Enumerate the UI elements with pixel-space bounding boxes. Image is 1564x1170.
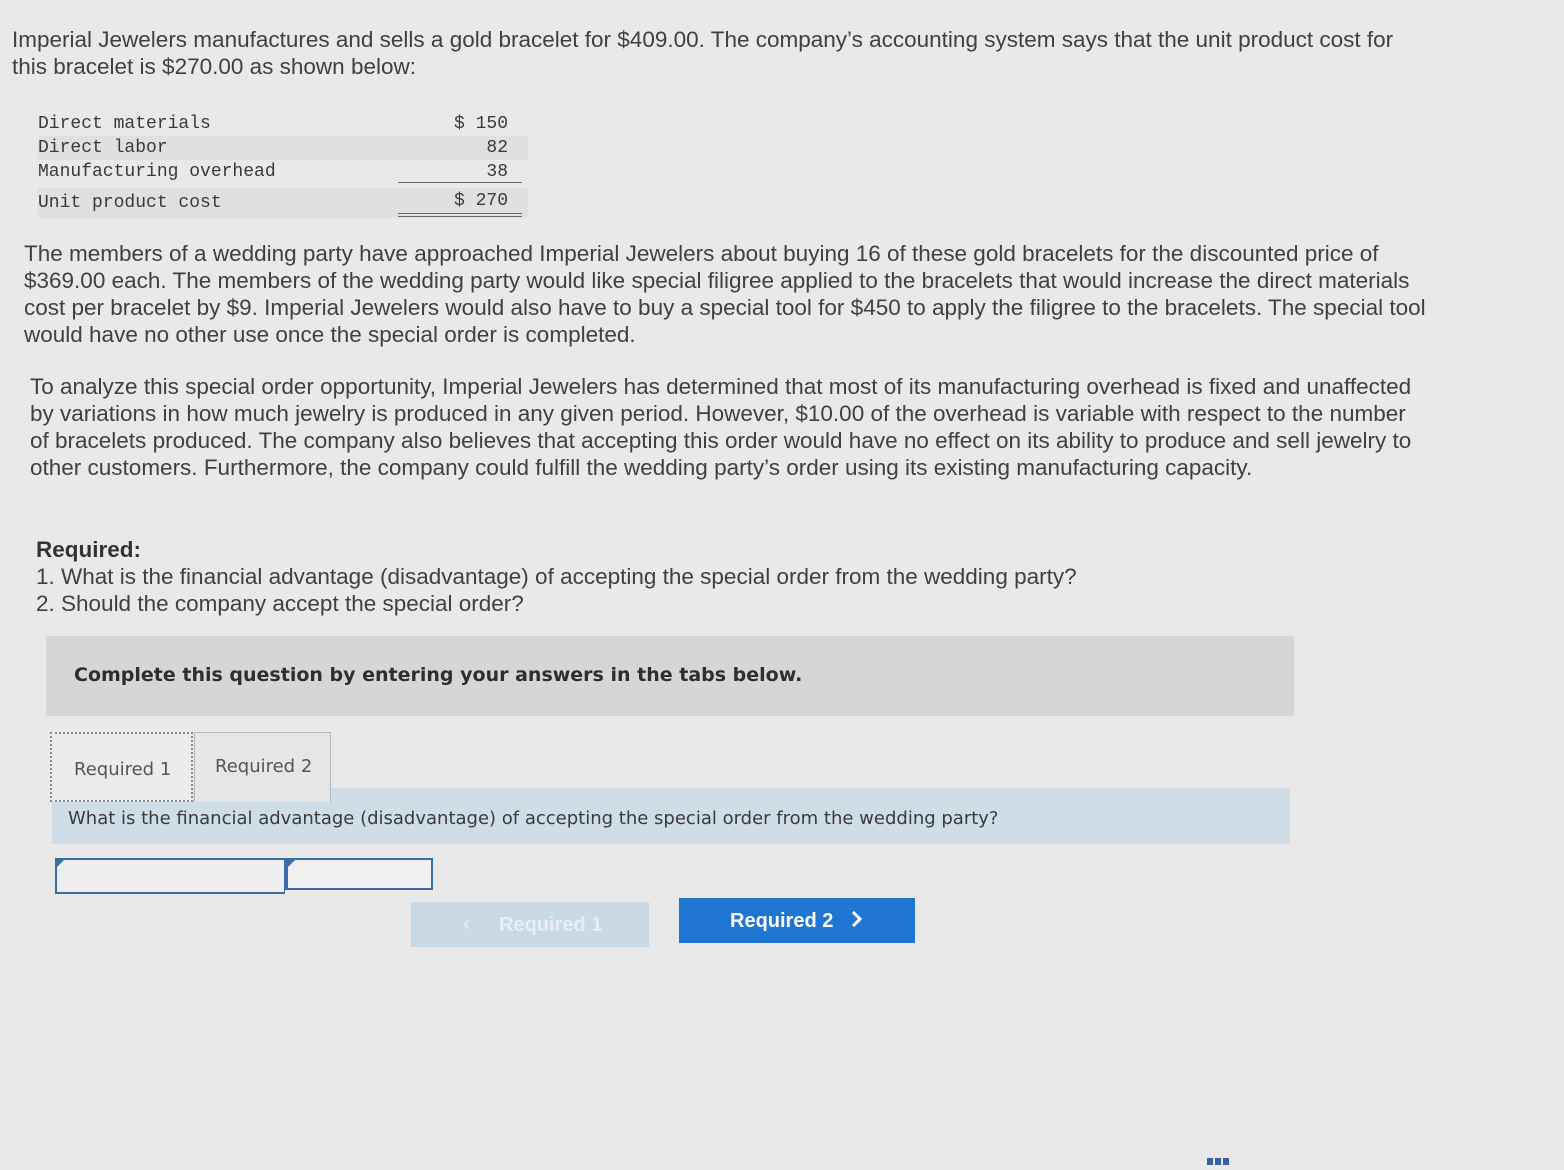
required-item-2: 2. Should the company accept the special order? [36, 591, 524, 616]
instructions-panel [46, 636, 1294, 716]
next-button-label: Required 2 [730, 910, 834, 932]
required-section [36, 536, 1236, 617]
chevron-left-icon: ‹ [463, 913, 470, 935]
cost-label: Direct labor [38, 138, 168, 158]
cost-amount: 38 [486, 162, 508, 182]
cost-amount: $ 150 [453, 114, 508, 134]
prev-required-button[interactable] [411, 902, 649, 947]
tab-required-1[interactable] [50, 732, 193, 802]
cost-row-manufacturing-overhead [38, 160, 528, 184]
total-double-rule-bottom [398, 216, 522, 217]
grid-icon [1207, 1152, 1233, 1159]
question-text: What is the financial advantage (disadvantage) of accepting the special order from the wedding party? [68, 808, 999, 829]
cost-row-direct-labor [38, 136, 528, 160]
problem-intro: Imperial Jewelers manufactures and sells a gold bracelet for $409.00. The company’s accounting system says that the unit product cost for this bracelet is $270.00 as shown below: [12, 27, 1394, 79]
analysis-paragraph: To analyze this special order opportunity, Imperial Jewelers has determined that most of its manufacturing overhead is fixed and unaffected by variations in how much jewelry is produced in any given period. However, $10.00 of the overhead is variable with respect to the number of bracelets produced. The company also believes that accepting this order would have no effect on its ability to produce and sell jewelry to other customers. Furthermore, the company could fulfill the wedding party’s order using its existing manufacturing capacity. [30, 374, 1412, 480]
cost-label: Direct materials [38, 114, 211, 134]
instructions-text: Complete this question by entering your answers in the tabs below. [74, 664, 803, 686]
required-item-1: 1. What is the financial advantage (disadvantage) of accepting the special order from the wedding party? [36, 564, 1077, 589]
prev-button-label: Required 1 [499, 914, 603, 936]
chevron-right-icon [849, 908, 865, 936]
cost-label: Manufacturing overhead [38, 162, 276, 182]
cost-amount: 82 [486, 138, 508, 158]
cost-label: Unit product cost [38, 193, 222, 213]
total-double-rule-top [398, 213, 522, 214]
subtotal-rule [398, 182, 522, 183]
wedding-party-paragraph: The members of a wedding party have approached Imperial Jewelers about buying 16 of these gold bracelets for the discounted price of $369.00 each. The members of the wedding party would like special filigree applied to the bracelets that would increase the direct materials cost per bracelet by $9. Imperial Jewelers would also have to buy a special tool for $450 to apply the filigree to the bracelets. The special tool would have no other use once the special order is completed. [24, 241, 1426, 347]
cell-marker-icon [57, 860, 64, 867]
required-heading: Required: [36, 537, 142, 562]
cost-row-direct-materials [38, 112, 528, 136]
tab-required-2[interactable] [194, 732, 331, 802]
answer-label-input[interactable] [55, 858, 285, 894]
tab-label: Required 1 [74, 759, 172, 780]
answer-amount-input[interactable] [285, 858, 433, 890]
cost-amount: $ 270 [453, 191, 508, 211]
tab-label: Required 2 [215, 756, 313, 777]
cell-marker-icon [288, 860, 295, 867]
next-required-button[interactable] [679, 898, 915, 943]
